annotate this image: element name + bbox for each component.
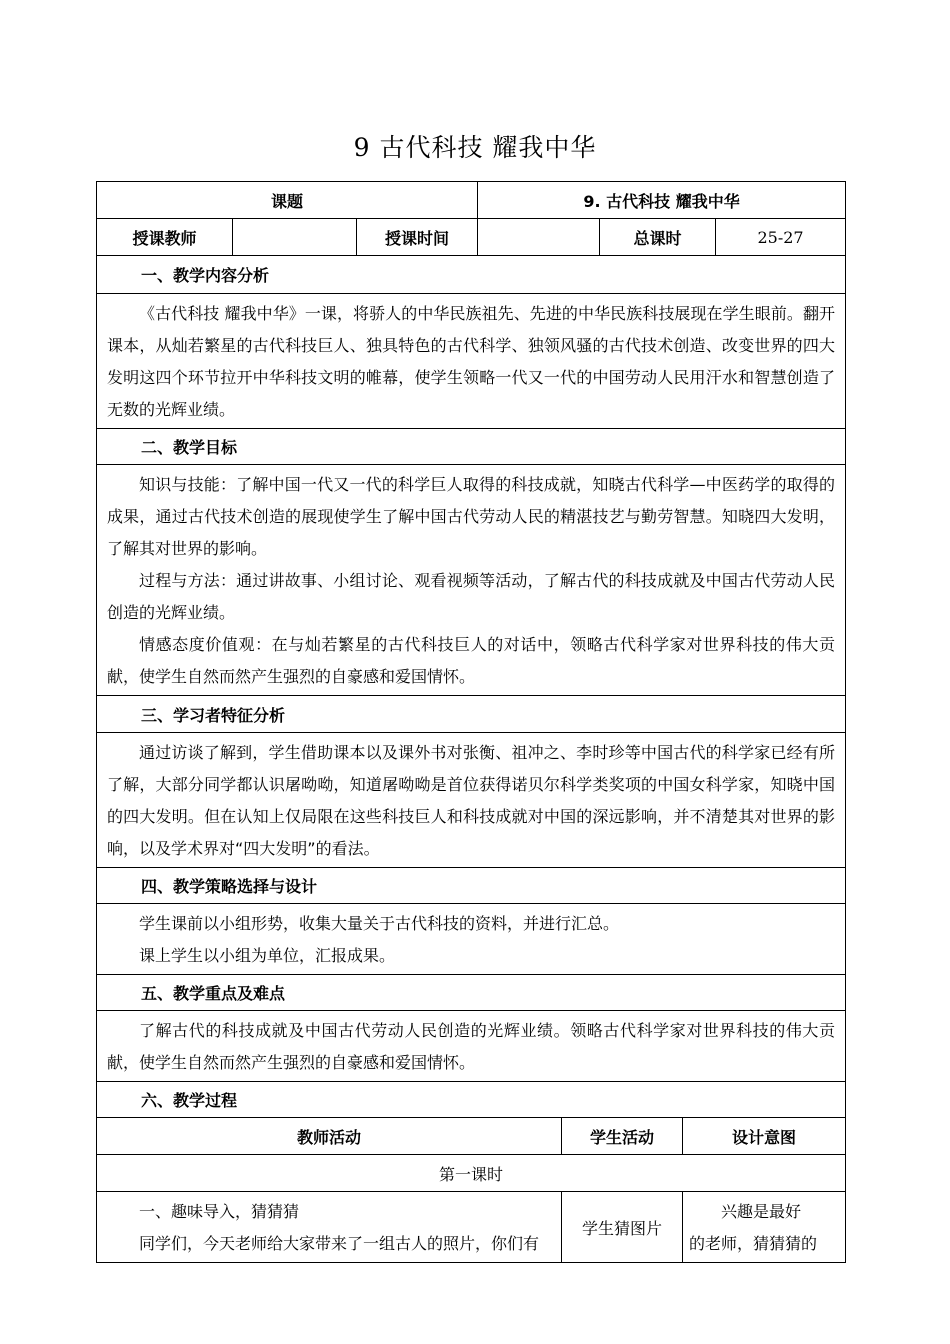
process-header-row xyxy=(97,1118,846,1155)
paragraph: 通过访谈了解到，学生借助课本以及课外书对张衡、祖冲之、李时珍等中国古代的科学家已经有所了解，大部分同学都认识屠呦呦，知道屠呦呦是首位获得诺贝尔科学类奖项的中国女科学家，知晓中国的四大发明。但在认知上仅局限在这些科技巨人和科技成就对中国的深远影响，并不清楚其对世界的影响，以及学术界对“四大发明”的看法。 xyxy=(107,743,836,858)
section-body xyxy=(97,465,846,696)
section-heading-content-analysis: 一、教学内容分析 xyxy=(97,256,846,294)
paragraph: 兴趣是最好 xyxy=(721,1202,802,1221)
section-body-strategy xyxy=(97,904,846,975)
section-header xyxy=(97,975,846,1011)
paragraph: 学生课前以小组形势，收集大量关于古代科技的资料，并进行汇总。 xyxy=(139,914,620,933)
section-body xyxy=(97,1011,846,1082)
time-value xyxy=(478,219,600,256)
section-body xyxy=(97,294,846,429)
section-header xyxy=(97,429,846,465)
student-activity-cell: 学生猜图片 xyxy=(562,1192,683,1263)
paragraph: 同学们，今天老师给大家带来了一组古人的照片，你们有 xyxy=(139,1234,540,1253)
teacher-value xyxy=(233,219,357,256)
lesson-plan-table xyxy=(96,181,846,1263)
process-row xyxy=(97,1192,846,1263)
section-body-content-analysis xyxy=(97,294,846,429)
section-heading-process: 六、教学过程 xyxy=(97,1082,846,1118)
paragraph: 过程与方法：通过讲故事、小组讨论、观看视频等活动，了解古代的科技成就及中国古代劳动人民创造的光辉业绩。 xyxy=(107,571,836,622)
section-heading-key-points: 五、教学重点及难点 xyxy=(97,975,846,1011)
design-intent-cell xyxy=(683,1192,846,1263)
section-heading-strategy: 四、教学策略选择与设计 xyxy=(97,868,846,904)
section-header xyxy=(97,868,846,904)
paragraph: 课上学生以小组为单位，汇报成果。 xyxy=(139,946,396,965)
info-row xyxy=(97,219,846,256)
teacher-label: 授课教师 xyxy=(97,219,233,256)
teacher-activity-cell xyxy=(97,1192,562,1263)
paragraph: 一、趣味导入，猜猜猜 xyxy=(139,1202,300,1221)
section-heading-goals: 二、教学目标 xyxy=(97,429,846,465)
topic-value: 9. 古代科技 耀我中华 xyxy=(478,182,846,219)
section-header xyxy=(97,696,846,733)
paragraph: 知识与技能：了解中国一代又一代的科学巨人取得的科技成就，知晓古代科学—中医药学的取得的成果，通过古代技术创造的展现使学生了解中国古代劳动人民的精湛技艺与勤劳智慧。知晓四大发明，了解其对世界的影响。 xyxy=(107,475,836,558)
section-heading-learner-analysis: 三、学习者特征分析 xyxy=(97,696,846,733)
section-body xyxy=(97,733,846,868)
section-header xyxy=(97,1082,846,1118)
hours-label: 总课时 xyxy=(600,219,716,256)
col-teacher-activity: 教师活动 xyxy=(97,1118,562,1155)
paragraph: 了解古代的科技成就及中国古代劳动人民创造的光辉业绩。领略古代科学家对世界科技的伟大贡献，使学生自然而然产生强烈的自豪感和爱国情怀。 xyxy=(107,1021,836,1072)
hours-value: 25-27 xyxy=(716,219,846,256)
section-body-key-points xyxy=(97,1011,846,1082)
section-body-goals xyxy=(97,465,846,696)
section-body xyxy=(97,904,846,975)
paragraph: 《古代科技 耀我中华》一课，将骄人的中华民族祖先、先进的中华民族科技展现在学生眼前。翻开课本，从灿若繁星的古代科技巨人、独具特色的古代科学、独领风骚的古代技术创造、改变世界的四大发明这四个环节拉开中华科技文明的帷幕，使学生领略一代又一代的中国劳动人民用汗水和智慧创造了无数的光辉业绩。 xyxy=(107,304,836,419)
time-label: 授课时间 xyxy=(357,219,478,256)
col-student-activity: 学生活动 xyxy=(562,1118,683,1155)
topic-row xyxy=(97,182,846,219)
paragraph: 情感态度价值观：在与灿若繁星的古代科技巨人的对话中，领略古代科学家对世界科技的伟大贡献，使学生自然而然产生强烈的自豪感和爱国情怀。 xyxy=(107,635,836,686)
period-label: 第一课时 xyxy=(97,1155,846,1192)
period-row xyxy=(97,1155,846,1192)
paragraph: 的老师，猜猜猜的 xyxy=(689,1234,818,1253)
section-header xyxy=(97,256,846,294)
col-design-intent: 设计意图 xyxy=(683,1118,846,1155)
section-body-learner-analysis xyxy=(97,733,846,868)
page-title: 9 古代科技 耀我中华 xyxy=(353,133,597,162)
topic-label: 课题 xyxy=(97,182,478,219)
